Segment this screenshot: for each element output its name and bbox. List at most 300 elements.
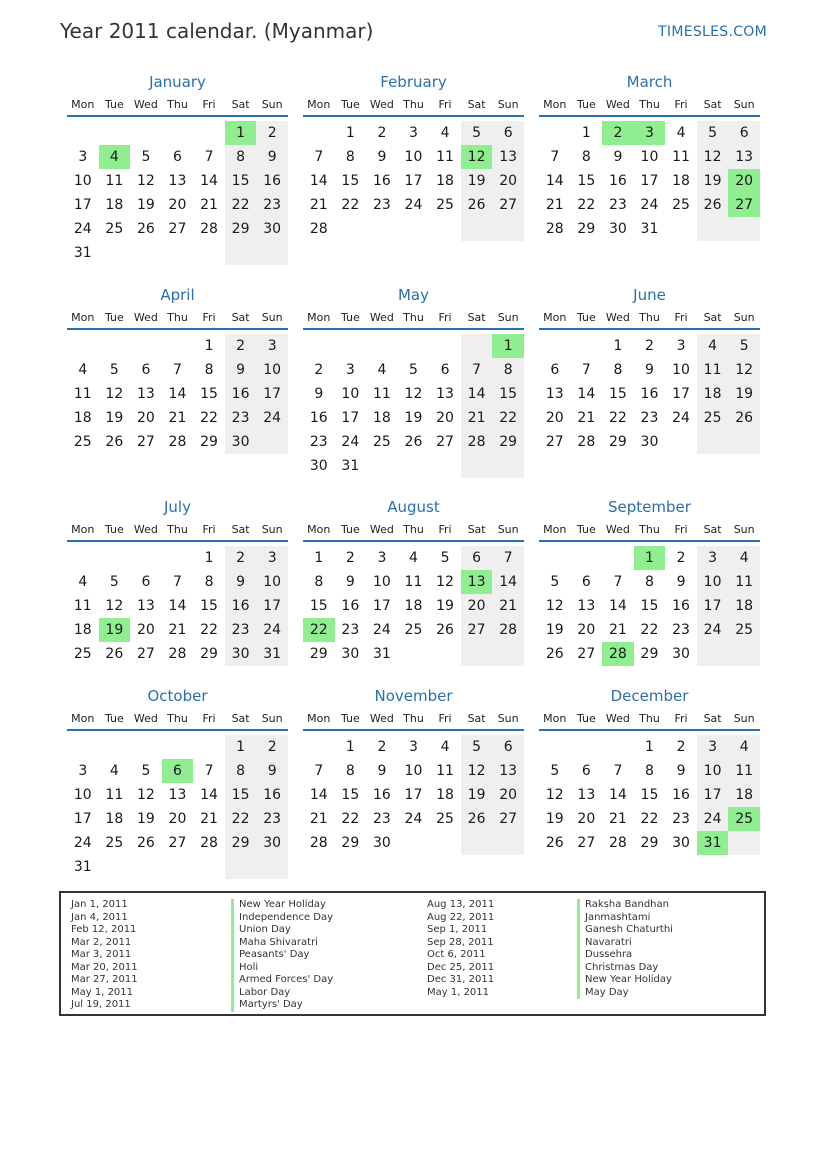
day-cell: 5 <box>550 574 560 590</box>
weekday-label: Wed <box>605 98 630 111</box>
legend-entry: Mar 20, 2011 <box>71 961 138 973</box>
day-cell: 15 <box>492 382 524 406</box>
legend-entry: Holi <box>231 962 333 975</box>
day-cell: 29 <box>341 835 360 851</box>
day-cell: 23 <box>256 193 288 217</box>
day-cell: 1 <box>225 735 257 759</box>
day-cell: 30 <box>672 646 690 662</box>
day-cell: 7 <box>550 149 560 165</box>
weekday-label: Sat <box>703 311 722 324</box>
day-cell: 17 <box>372 598 391 614</box>
brand-link[interactable]: TIMESLES.COM <box>658 24 767 40</box>
day-cell: 6 <box>492 735 524 759</box>
day-cell: 2 <box>676 550 686 566</box>
day-cell: 12 <box>436 574 454 590</box>
weekday-label: Tue <box>340 712 360 725</box>
day-cell: 20 <box>492 169 524 193</box>
day-cell: 15 <box>200 598 218 614</box>
weekday-label: Sat <box>703 98 722 111</box>
day-cell: 12 <box>697 145 729 169</box>
day-cell: 27 <box>168 835 187 851</box>
weekday-header <box>539 708 760 731</box>
empty-cell <box>99 546 131 570</box>
day-cell: 30 <box>672 835 690 851</box>
day-cell: 15 <box>577 173 596 189</box>
day-cell: 22 <box>341 811 360 827</box>
empty-cell <box>303 334 335 358</box>
day-cell: 23 <box>225 618 257 642</box>
day-cell: 2 <box>256 735 288 759</box>
day-cell: 9 <box>613 149 623 165</box>
weekday-label: Sat <box>231 712 250 725</box>
day-cell: 12 <box>404 386 423 402</box>
day-cell: 5 <box>440 550 450 566</box>
weekday-label: Sat <box>231 311 250 324</box>
day-cell: 19 <box>728 382 760 406</box>
day-cell: 31 <box>73 245 92 261</box>
day-cell: 28 <box>200 221 218 237</box>
day-cell: 31 <box>640 221 659 237</box>
weekday-label: Fri <box>438 712 452 725</box>
day-cell: 31 <box>697 831 729 855</box>
day-cell: 31 <box>256 642 288 666</box>
empty-cell <box>398 831 430 855</box>
day-cell: 23 <box>640 410 659 426</box>
day-cell: 17 <box>341 410 360 426</box>
day-cell: 19 <box>697 169 729 193</box>
day-cell: 26 <box>728 406 760 430</box>
day-cell: 21 <box>608 622 627 638</box>
legend-entry: Armed Forces' Day <box>231 974 333 987</box>
page-title: Year 2011 calendar. (Myanmar) <box>60 19 374 43</box>
day-cell: 15 <box>640 787 659 803</box>
empty-cell <box>303 735 335 759</box>
day-cell: 9 <box>256 145 288 169</box>
empty-cell <box>99 735 131 759</box>
day-cell: 17 <box>697 783 729 807</box>
empty-cell <box>162 546 194 570</box>
day-cell: 4 <box>109 763 119 779</box>
day-cell: 18 <box>672 173 690 189</box>
day-cell: 3 <box>256 334 288 358</box>
day-cell: 19 <box>105 410 124 426</box>
day-cell: 15 <box>225 169 257 193</box>
day-cell: 4 <box>440 739 450 755</box>
day-cell: 1 <box>204 550 214 566</box>
day-cell: 17 <box>73 811 92 827</box>
day-cell: 20 <box>728 169 760 193</box>
day-cell: 26 <box>105 434 124 450</box>
weekday-label: Fri <box>202 98 216 111</box>
day-cell: 21 <box>309 197 328 213</box>
month-june <box>539 285 760 454</box>
day-cell: 27 <box>545 434 564 450</box>
day-cell: 30 <box>372 835 391 851</box>
legend-entry: Aug 13, 2011 <box>427 899 495 910</box>
day-cell: 3 <box>409 125 418 141</box>
day-cell: 6 <box>581 574 591 590</box>
weekday-label: Tue <box>576 98 596 111</box>
day-cell: 20 <box>168 197 187 213</box>
day-cell: 17 <box>404 787 423 803</box>
weekday-label: Sun <box>497 311 519 324</box>
day-cell: 16 <box>309 410 328 426</box>
day-cell: 29 <box>200 434 218 450</box>
day-cell: 11 <box>73 598 92 614</box>
day-cell: 16 <box>672 598 690 614</box>
day-cell: 22 <box>200 410 218 426</box>
day-cell: 7 <box>204 149 214 165</box>
weekday-header <box>67 307 288 330</box>
legend-entry: Ganesh Chaturthi <box>577 924 673 937</box>
legend-entry: Labor Day <box>231 987 333 1000</box>
day-cell: 14 <box>545 173 564 189</box>
day-cell: 17 <box>640 173 659 189</box>
day-cell: 5 <box>461 121 493 145</box>
day-cell: 13 <box>492 145 524 169</box>
day-cell: 10 <box>256 570 288 594</box>
weekday-label: Sun <box>261 98 283 111</box>
day-cell: 16 <box>225 382 257 406</box>
day-cell: 22 <box>303 618 335 642</box>
day-cell: 22 <box>640 622 659 638</box>
weekday-label: Sun <box>261 712 283 725</box>
day-cell: 7 <box>492 546 524 570</box>
empty-cell <box>728 217 760 241</box>
day-cell: 11 <box>73 386 92 402</box>
empty-cell <box>225 241 257 265</box>
weekday-label: Mon <box>71 712 95 725</box>
day-cell: 16 <box>372 787 391 803</box>
month-name: September <box>608 498 691 516</box>
day-cell: 8 <box>613 362 623 378</box>
weekday-label: Fri <box>674 98 688 111</box>
day-cell: 2 <box>314 362 324 378</box>
legend-entry: Mar 2, 2011 <box>71 936 132 948</box>
day-cell: 1 <box>645 739 654 755</box>
legend-names-2 <box>577 899 673 999</box>
day-cell: 15 <box>341 173 360 189</box>
weekday-label: Sat <box>467 98 486 111</box>
empty-cell <box>492 642 524 666</box>
empty-cell <box>366 454 398 478</box>
legend-entry: Oct 6, 2011 <box>427 949 486 960</box>
month-name: June <box>633 286 666 304</box>
day-cell: 8 <box>492 358 524 382</box>
day-cell: 10 <box>672 362 690 378</box>
weekday-label: Mon <box>307 311 331 324</box>
day-cell: 28 <box>200 835 218 851</box>
day-cell: 25 <box>728 807 760 831</box>
day-cell: 20 <box>436 410 454 426</box>
legend-entry: Maha Shivaratri <box>231 937 333 950</box>
day-cell: 3 <box>377 550 387 566</box>
day-cell: 23 <box>372 811 391 827</box>
legend-entry: Mar 27, 2011 <box>71 974 138 985</box>
day-cell: 22 <box>640 811 659 827</box>
day-cell: 19 <box>99 618 131 642</box>
day-cell: 17 <box>256 382 288 406</box>
empty-cell <box>492 217 524 241</box>
day-cell: 7 <box>314 149 324 165</box>
empty-cell <box>225 855 257 879</box>
holiday-legend <box>59 891 766 1016</box>
weekday-label: Thu <box>167 712 188 725</box>
day-cell: 29 <box>640 835 659 851</box>
day-cell: 14 <box>492 570 524 594</box>
day-cell: 18 <box>372 410 391 426</box>
day-cell: 23 <box>672 622 690 638</box>
day-cell: 5 <box>409 362 418 378</box>
weekday-label: Tue <box>340 311 360 324</box>
day-cell: 6 <box>173 149 182 165</box>
day-cell: 27 <box>136 646 155 662</box>
day-cell: 28 <box>577 434 596 450</box>
day-cell: 14 <box>608 787 627 803</box>
weekday-label: Sun <box>261 311 283 324</box>
legend-entry: Jan 1, 2011 <box>71 899 128 910</box>
day-cell: 10 <box>404 149 423 165</box>
weekday-label: Sun <box>733 712 755 725</box>
weekday-label: Mon <box>307 523 331 536</box>
day-cell: 14 <box>608 598 627 614</box>
day-cell: 20 <box>577 811 596 827</box>
month-april <box>67 285 288 454</box>
weekday-label: Tue <box>576 523 596 536</box>
weekday-label: Tue <box>104 311 124 324</box>
day-cell: 16 <box>608 173 627 189</box>
day-cell: 27 <box>577 646 596 662</box>
day-cell: 29 <box>225 831 257 855</box>
weekday-label: Thu <box>403 98 424 111</box>
day-cell: 13 <box>136 386 155 402</box>
day-cell: 30 <box>256 217 288 241</box>
empty-cell <box>335 217 367 241</box>
day-cell: 12 <box>461 759 493 783</box>
empty-cell <box>193 735 225 759</box>
day-cell: 25 <box>404 622 423 638</box>
day-cell: 14 <box>577 386 596 402</box>
day-cell: 26 <box>545 646 564 662</box>
month-name: January <box>149 73 206 91</box>
empty-cell <box>130 546 162 570</box>
day-cell: 25 <box>436 811 454 827</box>
day-cell: 30 <box>608 221 627 237</box>
day-cell: 7 <box>314 763 324 779</box>
day-cell: 6 <box>141 574 151 590</box>
day-cell: 15 <box>608 386 627 402</box>
day-cell: 12 <box>105 386 124 402</box>
day-cell: 24 <box>640 197 659 213</box>
legend-entry: Peasants' Day <box>231 949 333 962</box>
day-cell: 4 <box>728 546 760 570</box>
day-cell: 2 <box>645 338 654 354</box>
day-cell: 11 <box>105 173 124 189</box>
day-cell: 3 <box>409 739 418 755</box>
empty-cell <box>697 430 729 454</box>
empty-cell <box>256 430 288 454</box>
day-cell: 15 <box>309 598 328 614</box>
empty-cell <box>99 334 131 358</box>
day-grid <box>303 735 524 855</box>
day-cell: 8 <box>204 574 214 590</box>
day-cell: 3 <box>697 735 729 759</box>
day-cell: 28 <box>608 835 627 851</box>
empty-cell <box>335 334 367 358</box>
month-name: November <box>374 687 453 705</box>
empty-cell <box>461 334 493 358</box>
day-cell: 21 <box>492 594 524 618</box>
weekday-label: Wed <box>605 311 630 324</box>
day-cell: 28 <box>545 221 564 237</box>
empty-cell <box>571 735 603 759</box>
month-october <box>67 686 288 879</box>
weekday-label: Mon <box>543 311 567 324</box>
day-cell: 25 <box>105 835 124 851</box>
day-cell: 21 <box>168 410 187 426</box>
legend-entry: May 1, 2011 <box>427 986 490 998</box>
weekday-label: Mon <box>543 523 567 536</box>
day-cell: 29 <box>640 646 659 662</box>
legend-dates-2 <box>427 899 494 999</box>
day-cell: 8 <box>314 574 324 590</box>
legend-entry: Feb 12, 2011 <box>71 924 137 935</box>
day-cell: 25 <box>728 618 760 642</box>
day-cell: 23 <box>256 807 288 831</box>
empty-cell <box>429 217 461 241</box>
day-cell: 24 <box>256 618 288 642</box>
empty-cell <box>539 546 571 570</box>
day-cell: 24 <box>372 622 391 638</box>
day-cell: 5 <box>109 574 119 590</box>
day-cell: 24 <box>697 807 729 831</box>
day-cell: 8 <box>645 574 654 590</box>
day-cell: 2 <box>377 739 387 755</box>
day-cell: 21 <box>461 406 493 430</box>
day-cell: 12 <box>136 173 155 189</box>
month-name: May <box>397 286 429 304</box>
month-august <box>303 497 524 666</box>
day-cell: 13 <box>577 598 596 614</box>
weekday-label: Thu <box>167 311 188 324</box>
day-cell: 4 <box>99 145 131 169</box>
weekday-label: Mon <box>71 98 95 111</box>
day-cell: 18 <box>436 173 454 189</box>
day-cell: 18 <box>436 787 454 803</box>
day-cell: 8 <box>345 149 355 165</box>
day-cell: 30 <box>256 831 288 855</box>
day-cell: 30 <box>640 434 659 450</box>
weekday-label: Fri <box>438 311 452 324</box>
day-cell: 14 <box>168 386 187 402</box>
weekday-label: Mon <box>71 311 95 324</box>
day-cell: 20 <box>492 783 524 807</box>
empty-cell <box>398 217 430 241</box>
empty-cell <box>461 642 493 666</box>
empty-cell <box>193 121 225 145</box>
day-cell: 18 <box>728 783 760 807</box>
legend-dates-1 <box>71 899 138 1012</box>
weekday-label: Sat <box>467 712 486 725</box>
month-name: December <box>610 687 689 705</box>
day-cell: 12 <box>728 358 760 382</box>
empty-cell <box>728 642 760 666</box>
day-cell: 12 <box>136 787 155 803</box>
day-cell: 11 <box>728 759 760 783</box>
empty-cell <box>366 217 398 241</box>
weekday-header <box>303 708 524 731</box>
weekday-label: Thu <box>639 98 660 111</box>
day-cell: 4 <box>676 125 686 141</box>
weekday-label: Wed <box>369 523 394 536</box>
day-cell: 9 <box>225 570 257 594</box>
day-cell: 13 <box>728 145 760 169</box>
day-cell: 5 <box>550 763 560 779</box>
day-cell: 21 <box>200 197 218 213</box>
weekday-label: Mon <box>307 98 331 111</box>
day-cell: 15 <box>341 787 360 803</box>
legend-entry: Dussehra <box>577 949 673 962</box>
day-cell: 24 <box>341 434 360 450</box>
day-cell: 14 <box>200 173 218 189</box>
weekday-label: Fri <box>202 311 216 324</box>
weekday-label: Wed <box>133 712 158 725</box>
empty-cell <box>130 334 162 358</box>
day-cell: 19 <box>136 811 155 827</box>
day-grid <box>303 334 524 478</box>
day-cell: 21 <box>168 622 187 638</box>
day-cell: 19 <box>545 811 564 827</box>
day-cell: 11 <box>105 787 124 803</box>
day-cell: 4 <box>409 550 418 566</box>
day-cell: 31 <box>341 458 360 474</box>
empty-cell <box>539 334 571 358</box>
day-cell: 24 <box>404 197 423 213</box>
empty-cell <box>429 334 461 358</box>
day-cell: 7 <box>613 763 623 779</box>
day-cell: 19 <box>404 410 423 426</box>
weekday-label: Thu <box>639 712 660 725</box>
day-cell: 4 <box>440 125 450 141</box>
day-cell: 20 <box>136 622 155 638</box>
day-cell: 18 <box>404 598 423 614</box>
day-cell: 27 <box>436 434 454 450</box>
day-cell: 9 <box>377 149 387 165</box>
day-cell: 24 <box>404 811 423 827</box>
day-cell: 9 <box>225 358 257 382</box>
day-cell: 11 <box>436 763 454 779</box>
empty-cell <box>67 546 99 570</box>
legend-entry: Jan 4, 2011 <box>71 911 128 923</box>
day-cell: 13 <box>168 787 187 803</box>
day-cell: 3 <box>345 362 355 378</box>
day-cell: 18 <box>697 382 729 406</box>
day-cell: 27 <box>492 807 524 831</box>
month-name: March <box>626 73 673 91</box>
day-cell: 8 <box>581 149 591 165</box>
empty-cell <box>366 334 398 358</box>
day-grid <box>539 546 760 666</box>
day-cell: 29 <box>608 434 627 450</box>
day-cell: 7 <box>613 574 623 590</box>
day-cell: 25 <box>436 197 454 213</box>
day-cell: 5 <box>728 334 760 358</box>
day-cell: 19 <box>461 783 493 807</box>
day-cell: 22 <box>341 197 360 213</box>
weekday-label: Sat <box>231 523 250 536</box>
weekday-label: Tue <box>104 523 124 536</box>
day-cell: 4 <box>728 735 760 759</box>
